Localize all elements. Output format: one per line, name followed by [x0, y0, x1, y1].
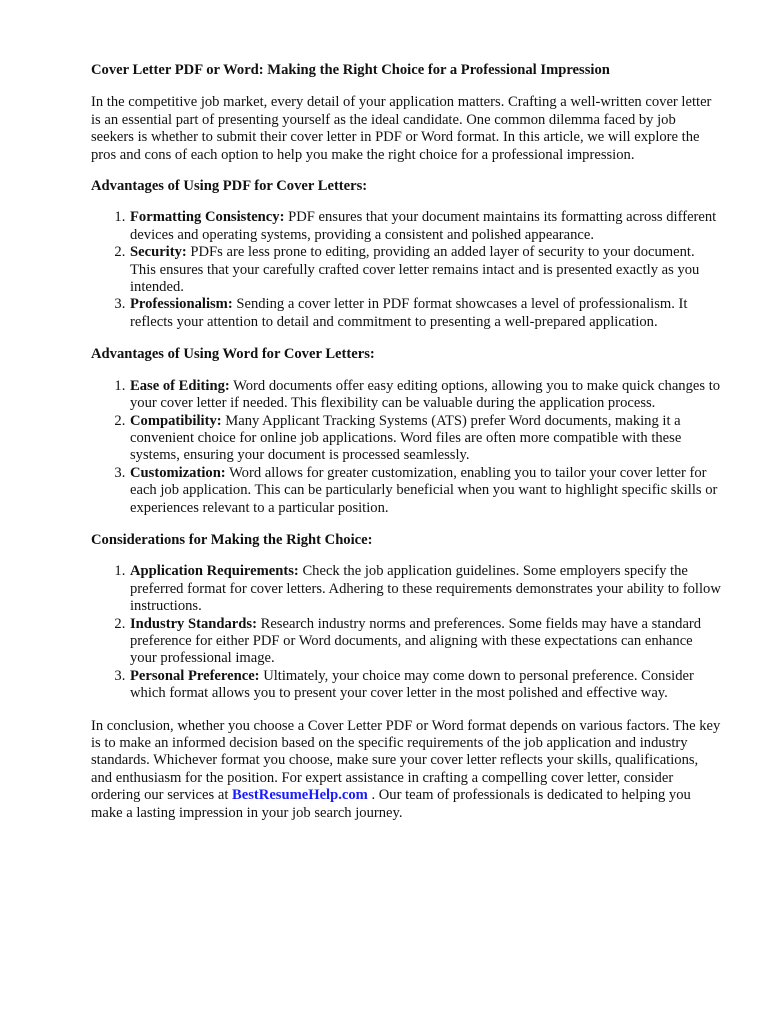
list-item-term: Ease of Editing: [130, 377, 230, 394]
list-item [129, 616, 721, 668]
list-item-text: Word documents offer easy editing options, allowing you to make quick changes to your cover letter if needed. This flexibility can be valuable during the application process. [130, 377, 721, 412]
list-item-text: Sending a cover letter in PDF format showcases a level of professionalism. It reflects your attention to detail and commitment to presenting a well-prepared application. [130, 296, 688, 330]
list-item [129, 209, 721, 244]
list-item-text: Many Applicant Tracking Systems (ATS) prefer Word documents, making it a convenient choice for online job applications. Word files are often more compatible with these systems, ensuring your document is processed seamlessly. [130, 412, 682, 464]
list-item-text: Ultimately, your choice may come down to personal preference. Consider which format allows you to present your cover letter in the most polished and effective way. [130, 667, 694, 702]
list-item [129, 244, 721, 296]
list-item-term: Formatting Consistency: [130, 209, 285, 226]
considerations-list [91, 563, 721, 702]
list-item [129, 378, 721, 413]
conclusion-text-after-link: . Our team of professionals is dedicated to helping you make a lasting impression in your job search journey. [91, 787, 691, 821]
section-heading-word: Advantages of Using Word for Cover Letters: [91, 346, 375, 363]
section-heading-considerations: Considerations for Making the Right Choice: [91, 531, 373, 548]
list-item-text: Check the job application guidelines. Some employers specify the preferred format for cover letters. Adhering to these requirements demonstrates your ability to follow instructions. [130, 563, 721, 615]
list-item [129, 296, 721, 331]
list-item [129, 668, 721, 703]
list-item-term: Compatibility: [130, 412, 222, 429]
conclusion-paragraph [91, 718, 721, 822]
list-item [129, 465, 721, 517]
document-page [91, 62, 721, 836]
list-item [129, 563, 721, 615]
conclusion-text-before-link: In conclusion, whether you choose a Cover Letter PDF or Word format depends on various factors. The key is to make an informed decision based on the specific requirements of the job application and industry standards. Whichever format you choose, make sure your cover letter reflects your skills, qualifications, and enthusiasm for the position. For expert assistance in crafting a compelling cover letter, consider ordering our services at [91, 717, 721, 804]
list-item-term: Industry Standards: [130, 615, 257, 632]
list-item-text: Word allows for greater customization, enabling you to tailor your cover letter for each job application. This can be particularly beneficial when you want to highlight specific skills or experiences relevant to a particular position. [130, 464, 718, 516]
word-advantages-list [91, 378, 721, 517]
list-item-term: Customization: [130, 464, 226, 481]
list-item-term: Professionalism: [130, 296, 233, 313]
list-item-term: Personal Preference: [130, 667, 260, 684]
bestresumehelp-link[interactable]: BestResumeHelp.com [232, 787, 368, 804]
list-item-text: PDF ensures that your document maintains its formatting across different devices and operating systems, providing a consistent and polished appearance. [130, 209, 717, 243]
pdf-advantages-list [91, 209, 721, 331]
list-item [129, 413, 721, 465]
section-heading-pdf: Advantages of Using PDF for Cover Letters: [91, 178, 368, 195]
list-item-term: Application Requirements: [130, 563, 299, 580]
list-item-text: Research industry norms and preferences. Some fields may have a standard preference for either PDF or Word documents, and aligning with these expectations can enhance your professional image. [130, 615, 702, 667]
document-title: Cover Letter PDF or Word: Making the Right Choice for a Professional Impression [91, 62, 610, 78]
list-item-term: Security: [130, 244, 187, 261]
list-item-text: PDFs are less prone to editing, providing an added layer of security to your document. This ensures that your carefully crafted cover letter remains intact and is presented exactly as you intended. [130, 244, 700, 296]
intro-paragraph: In the competitive job market, every detail of your application matters. Crafting a well-written cover letter is an essential part of presenting yourself as the ideal candidate. One common dilemma faced by job seekers is whether to submit their cover letter in PDF or Word format. In this article, we will explore the pros and cons of each option to help you make the right choice for a professional impression. [91, 94, 712, 163]
